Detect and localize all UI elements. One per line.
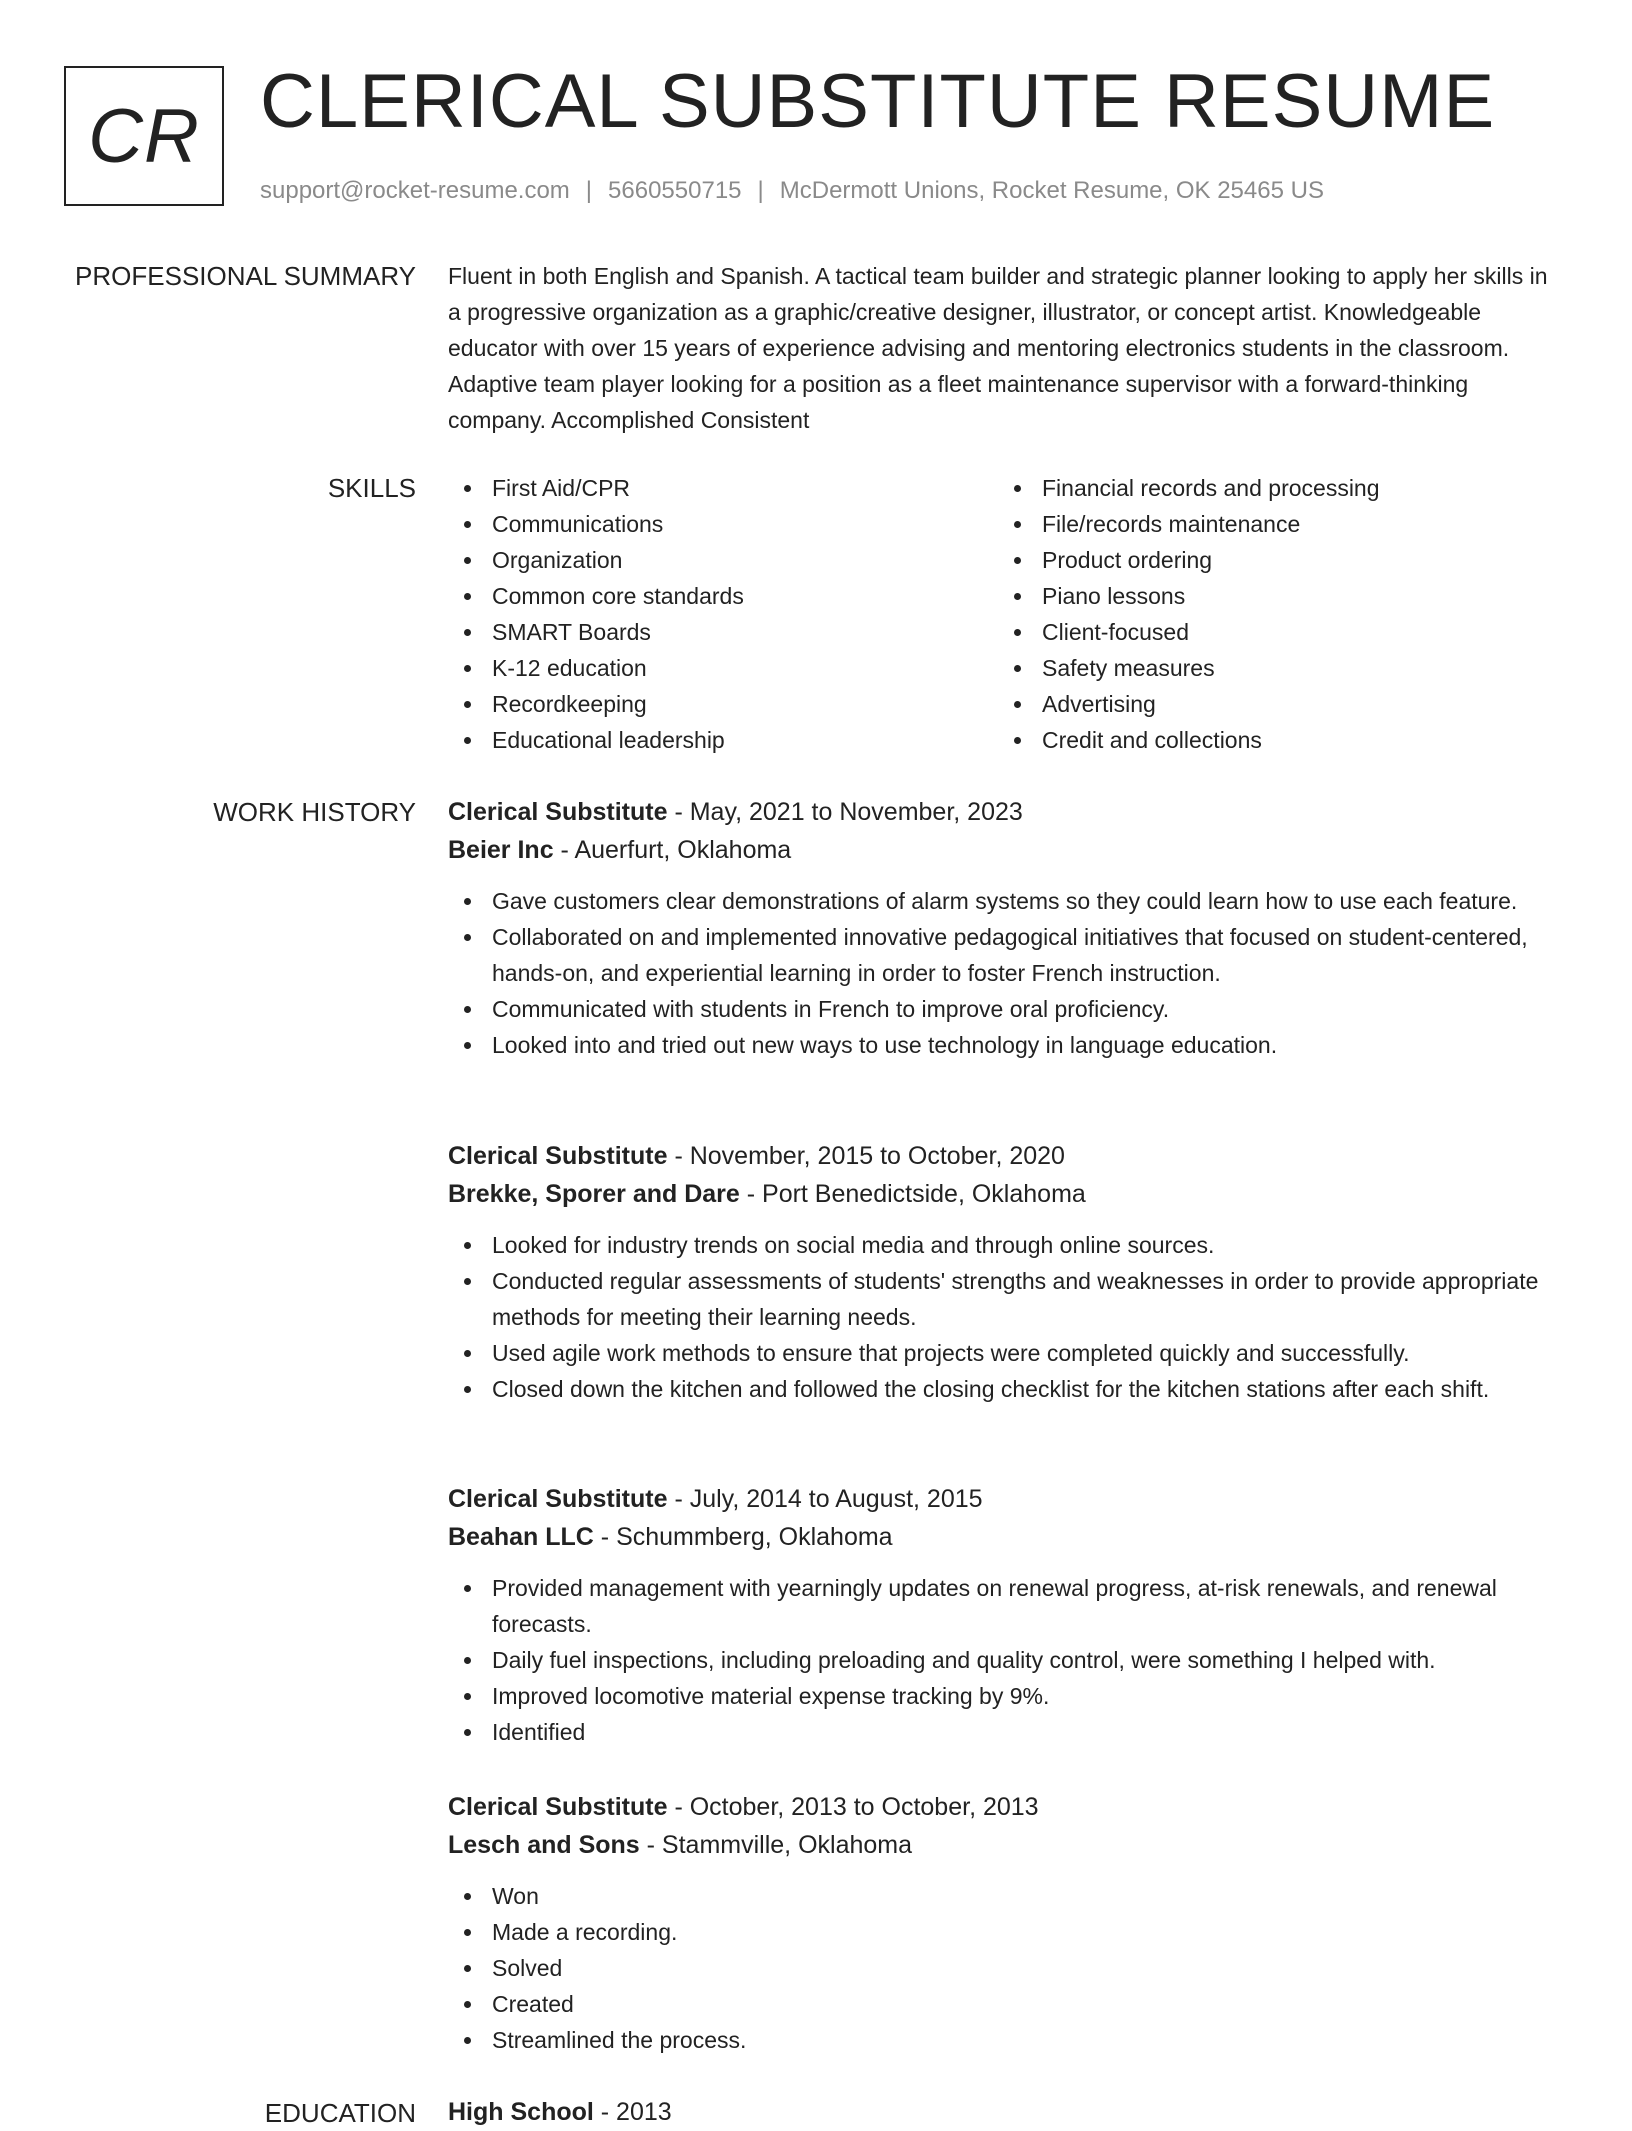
skill-item: Client-focused xyxy=(998,614,1380,650)
job-title: Clerical Substitute xyxy=(448,1485,668,1513)
education-title: High School xyxy=(448,2098,594,2126)
summary-text: Fluent in both English and Spanish. A tactical team builder and strategic planner looking to apply her skills in a progressive organization as a graphic/creative designer, illustrator, or concept artist. Knowledgeable educator with over 15 years of experience advising and mentoring electronics students in the classroom. Adaptive team player looking for a position as a fleet maintenance supervisor with a forward-thinking company. Accomplished Consistent xyxy=(448,263,1548,433)
skill-item: First Aid/CPR xyxy=(448,470,744,506)
job-bullet: Daily fuel inspections, including preloading and quality control, were something I helped with. xyxy=(448,1642,1556,1678)
education-entry xyxy=(448,2093,672,2131)
skill-item: K-12 education xyxy=(448,650,744,686)
job-bullets xyxy=(448,1570,1556,1750)
skill-item: Communications xyxy=(448,506,744,542)
skills-list-right xyxy=(998,470,1380,758)
job-location: - Stammville, Oklahoma xyxy=(639,1831,913,1859)
job-bullet: Gave customers clear demonstrations of alarm systems so they could learn how to use each feature. xyxy=(448,883,1556,919)
contact-email: support@rocket-resume.com xyxy=(260,177,570,204)
contact-line xyxy=(260,174,1324,208)
skill-item: Product ordering xyxy=(998,542,1380,578)
job-bullet: Conducted regular assessments of students' strengths and weaknesses in order to provide appropriate methods for meeting their learning needs. xyxy=(448,1263,1556,1335)
skill-item: Educational leadership xyxy=(448,722,744,758)
skills-list-left xyxy=(448,470,744,758)
job-company: Brekke, Sporer and Dare xyxy=(448,1180,740,1208)
job-location: - Schummberg, Oklahoma xyxy=(593,1523,893,1551)
job-bullet: Solved xyxy=(448,1950,1556,1986)
job-location: - Port Benedictside, Oklahoma xyxy=(739,1180,1086,1208)
job-bullet: Collaborated on and implemented innovative pedagogical initiatives that focused on student-centered, hands-on, and experiential learning in order to foster French instruction. xyxy=(448,919,1556,991)
job-dates: - July, 2014 to August, 2015 xyxy=(667,1485,983,1513)
job-bullet: Made a recording. xyxy=(448,1914,1556,1950)
job-bullet: Created xyxy=(448,1986,1556,2022)
job-dates: - October, 2013 to October, 2013 xyxy=(667,1793,1039,1821)
job-bullets xyxy=(448,883,1556,1063)
contact-separator: | xyxy=(757,177,764,204)
contact-separator: | xyxy=(585,177,593,204)
summary-label: PROFESSIONAL SUMMARY xyxy=(75,261,416,291)
skill-item: Recordkeeping xyxy=(448,686,744,722)
job-dates: - November, 2015 to October, 2020 xyxy=(667,1142,1065,1170)
skill-item: Credit and collections xyxy=(998,722,1380,758)
job-bullets xyxy=(448,1227,1556,1407)
skill-item: Organization xyxy=(448,542,744,578)
job-company: Beier Inc xyxy=(448,836,554,864)
skill-item: Piano lessons xyxy=(998,578,1380,614)
job-dates: - May, 2021 to November, 2023 xyxy=(667,798,1023,826)
skill-item: Advertising xyxy=(998,686,1380,722)
contact-phone: 5660550715 xyxy=(608,177,742,204)
summary-body xyxy=(448,258,1556,438)
job-location: - Auerfurt, Oklahoma xyxy=(553,836,792,864)
job-bullet: Provided management with yearningly updates on renewal progress, at-risk renewals, and renewal forecasts. xyxy=(448,1570,1556,1642)
resume-title: CLERICAL SUBSTITUTE RESUME xyxy=(260,59,1496,144)
skill-item: SMART Boards xyxy=(448,614,744,650)
job-bullet: Looked into and tried out new ways to use technology in language education. xyxy=(448,1027,1556,1063)
education-label: EDUCATION xyxy=(264,2098,416,2128)
job-bullet: Used agile work methods to ensure that projects were completed quickly and successfully. xyxy=(448,1335,1556,1371)
job-bullet: Improved locomotive material expense tracking by 9%. xyxy=(448,1678,1556,1714)
job-entry xyxy=(448,1788,1556,2058)
monogram-logo: CR xyxy=(64,66,224,206)
job-bullet: Identified xyxy=(448,1714,1556,1750)
job-entry xyxy=(448,1137,1556,1407)
skill-item: Safety measures xyxy=(998,650,1380,686)
education-year: - 2013 xyxy=(593,2098,672,2126)
job-bullet: Communicated with students in French to improve oral proficiency. xyxy=(448,991,1556,1027)
job-company: Beahan LLC xyxy=(448,1523,594,1551)
job-bullet: Streamlined the process. xyxy=(448,2022,1556,2058)
job-title: Clerical Substitute xyxy=(448,798,668,826)
skill-item: File/records maintenance xyxy=(998,506,1380,542)
job-bullet: Closed down the kitchen and followed the closing checklist for the kitchen stations after each shift. xyxy=(448,1371,1556,1407)
skill-item: Financial records and processing xyxy=(998,470,1380,506)
work-history-label: WORK HISTORY xyxy=(213,797,416,827)
skills-label: SKILLS xyxy=(327,473,416,503)
job-entry xyxy=(448,1480,1556,1750)
job-title: Clerical Substitute xyxy=(448,1142,668,1170)
job-title: Clerical Substitute xyxy=(448,1793,668,1821)
contact-address: McDermott Unions, Rocket Resume, OK 25465 US xyxy=(779,177,1324,204)
job-bullet: Won xyxy=(448,1878,1556,1914)
job-bullet: Looked for industry trends on social media and through online sources. xyxy=(448,1227,1556,1263)
job-company: Lesch and Sons xyxy=(448,1831,640,1859)
job-entry xyxy=(448,793,1556,1063)
skill-item: Common core standards xyxy=(448,578,744,614)
job-bullets xyxy=(448,1878,1556,2058)
